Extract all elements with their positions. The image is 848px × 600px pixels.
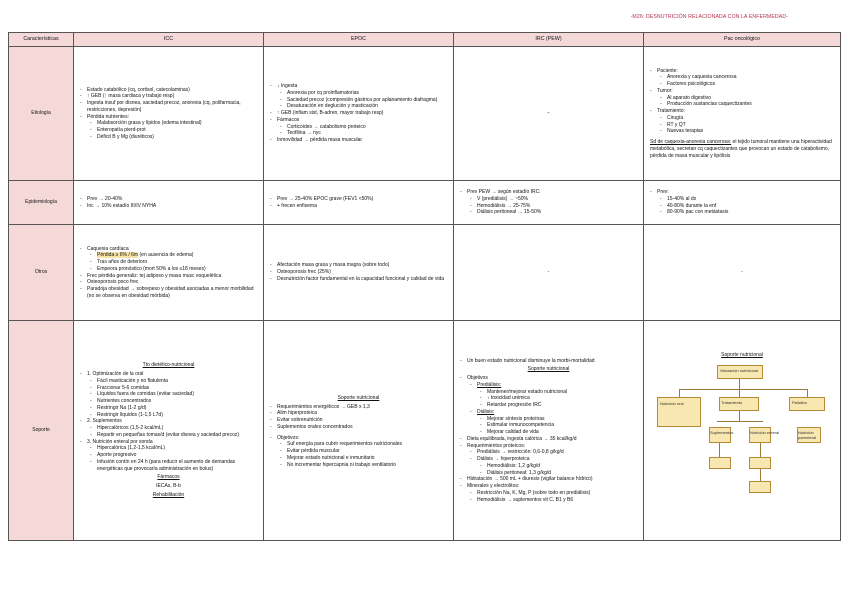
row-etiologia	[9, 47, 841, 181]
column-header: ICC	[74, 33, 264, 47]
list-item: - Prev → 25-40% EPOC grave (FEV1 <50%)	[270, 196, 447, 203]
list-item: - Diálisis peritoneal: 1,3 g/kg/d	[480, 470, 637, 477]
diagram-label: Nutrición oral	[660, 400, 684, 406]
list-item: - Alim hiperproteica	[270, 410, 447, 417]
row-label: Otros	[9, 225, 74, 321]
list-item: - Líquidos fuera de comidas (evitar saciedad)	[90, 391, 257, 398]
list-item: - ↓ Ingesta	[270, 83, 447, 90]
diagram-line	[760, 443, 761, 457]
list-item: - Producción sustancias caquectizantes	[660, 101, 834, 108]
empty-marker: -	[547, 269, 550, 276]
cell-onco-soporte	[644, 321, 841, 541]
list-item: - Requerimientos energéticos → GEB x 1,3	[270, 404, 447, 411]
list-item: - Estimular inmunocompetencia	[480, 422, 637, 429]
list-item: - 1. Optimización de la oral	[80, 371, 257, 378]
cell-epoc-epidemiologia	[264, 181, 454, 225]
column-header: IRC (PEW)	[454, 33, 644, 47]
list-item: - Afectación masa grasa y masa magra (sobre todo)	[270, 262, 447, 269]
list-item: - Fármacos	[270, 117, 447, 124]
diagram-line	[717, 421, 763, 422]
cell-irc-otros	[454, 225, 644, 321]
list-item: - Pérdida nutrientes:	[80, 114, 257, 121]
list-item: - Ingesta insuf por disnea, saciedad precoz, anorexia (cq, polifarmacia, restricciones, depresión)	[80, 100, 257, 114]
section-title: Soporte nutricional	[527, 366, 570, 373]
row-soporte	[9, 321, 841, 541]
list-item: - V (prediálisis) → ~50%	[470, 196, 637, 203]
diagram-label: Valoración nutricional	[720, 367, 758, 373]
diagram-line	[739, 389, 740, 397]
cell-icc-epidemiologia	[74, 181, 264, 225]
list-item: - Nutrientes concentrados	[90, 398, 257, 405]
list-item: - No incrementar hipercapnia ni trabajo ventilatorio	[280, 462, 447, 469]
sindrome-paragraph	[650, 139, 834, 159]
row-label: Soporte	[9, 321, 74, 541]
farmacos-text: IECAs, B-b	[156, 483, 181, 490]
comparison-table	[8, 32, 841, 541]
cell-irc-epidemiologia	[454, 181, 644, 225]
diagram-line	[807, 389, 808, 397]
cell-icc-soporte	[74, 321, 264, 541]
list-item: - Hidratación → 500 mL + diuresis (vigilar balance hídrico)	[460, 476, 637, 483]
diagram-line	[679, 389, 680, 397]
list-item: - Prediálisis → restricción: 0,6-0,8 g/kg/d	[470, 449, 637, 456]
list-item: - Hemodiálisis: 1,2 g/kg/d	[480, 463, 637, 470]
list-item: - ↑ GEB (inflam sist, B-adren, mayor trabajo resp)	[270, 110, 447, 117]
list-item-rest: (en ausencia de edema)	[138, 252, 194, 259]
column-header: EPOC	[264, 33, 454, 47]
list-item: - Dieta equilibrada, ingesta calórica → 35 kcal/kg/d	[460, 436, 637, 443]
list-item: - Osteoporosis frec (25%)	[270, 269, 447, 276]
list-item: - 15-40% al dx	[660, 196, 834, 203]
list-item: - Prev:	[650, 189, 834, 196]
list-item: - Paradoja obesidad → sobrepeso y obesidad asociadas a menor morbilidad (no se observa en obesidad mórbida)	[80, 286, 257, 300]
diagram-box	[749, 481, 771, 493]
section-title: Rehabilitación	[152, 491, 185, 498]
row-label: Etiología	[9, 47, 74, 181]
list-item	[90, 252, 257, 259]
header-row	[9, 33, 841, 47]
list-item: - Déficit B y Mg (diuréticos)	[90, 134, 257, 141]
list-item: - Objetivos:	[270, 435, 447, 442]
list-item: - Hemodiálisis → 25-75%	[470, 203, 637, 210]
diagram-label: Paliativo	[792, 399, 808, 405]
list-item	[470, 382, 637, 389]
list-item: - Enteropatía pierd-prot	[90, 127, 257, 134]
list-item: - Evitar sobrenutrición	[270, 417, 447, 424]
list-item: - Mejorar estado nutricional e inmunitario	[280, 455, 447, 462]
list-item: - Diálisis peritoneal → 15-50%	[470, 209, 637, 216]
list-item: - Restricción Na, K, Mg, P (sobre todo en prediálisis)	[470, 490, 637, 497]
list-item: - Minerales y electrolitos:	[460, 483, 637, 490]
list-item: - Tras años de deterioro	[90, 259, 257, 266]
diagram-line	[739, 379, 740, 389]
list-item: - Prev → 20-40%	[80, 196, 257, 203]
list-item: - Infusión contín en 24 h (para reducir el aumento de demandas energéticas que provocaría administración en bolus)	[90, 459, 257, 473]
list-item: - Hipercalórica (1,2-1,5 kcal/mL)	[90, 445, 257, 452]
list-item: - Suf energía para cubrir requerimientos nutricionales	[280, 441, 447, 448]
diagram-box	[709, 457, 731, 469]
column-header: Pac oncológico	[644, 33, 841, 47]
section-title: Soporte nutricional	[721, 352, 763, 359]
list-item: - Hipercalóricos (1,5-2 kcal/mL)	[90, 425, 257, 432]
list-item: - Tumor:	[650, 88, 834, 95]
list-item: - Anorexia por cq proinflamatorias	[280, 90, 447, 97]
list-item: - Mejorar síntesis proteínas	[480, 416, 637, 423]
list-item: - Mantener/mejorar estado nutricional	[480, 389, 637, 396]
list-item: - Un buen estado nutricional disminuye la morbi-mortalidad	[460, 358, 637, 365]
diagram-line	[719, 443, 720, 457]
cell-epoc-soporte	[264, 321, 454, 541]
document-header: -M26: DESNUTRICIÓN RELACIONADA CON LA ENFERMEDAD-	[630, 14, 788, 20]
list-item: - Hemodiálisis → suplementos vit C, B1 y B6	[470, 497, 637, 504]
sindrome-title: Sd de caquexia-anorexia cancerosa:	[650, 139, 732, 146]
diagram-label: Nutrición enteral	[750, 429, 780, 435]
list-item: - ↓ toxicidad urémica	[480, 395, 637, 402]
highlight-text: Pérdida ≥ 6% / 6m	[97, 252, 139, 259]
list-item: - Objetivos	[460, 375, 637, 382]
diagram-line	[760, 469, 761, 481]
list-item: - Retardar progresión IRC	[480, 402, 637, 409]
row-otros	[9, 225, 841, 321]
list-item: - Osteoporosis poco frec	[80, 279, 257, 286]
list-item: - Saciedad precoz (compresión gástrica por aplanamiento diafragma)	[280, 97, 447, 104]
section-title: Tto dietético-nutricional	[142, 362, 195, 369]
list-item: - 80-90% pac con metástasis	[660, 209, 834, 216]
diagram-line	[739, 411, 740, 421]
diagram-box	[749, 457, 771, 469]
cell-onco-etiologia	[644, 47, 841, 181]
list-item: - Estado catabólico (cq, cortisol, catecolaminas)	[80, 87, 257, 94]
diagram-label: Suplementos	[710, 429, 734, 435]
diagram-label: Tratamiento	[721, 399, 743, 405]
list-item: - Anorexia y caquexia cancerosa	[660, 74, 834, 81]
cell-epoc-otros	[264, 225, 454, 321]
list-item: - Inc → 10% estadío III/IV NYHA	[80, 203, 257, 210]
list-item: - Cirugía	[660, 115, 834, 122]
section-title: Fármacos	[157, 474, 180, 481]
list-item: - Diálisis → hiperproteica	[470, 456, 637, 463]
column-header: Características	[9, 33, 74, 47]
section-title: Soporte nutricional	[337, 394, 380, 401]
list-item: - + frecen enfisema	[270, 203, 447, 210]
cell-onco-otros	[644, 225, 841, 321]
cell-icc-otros	[74, 225, 264, 321]
row-label: Epidemiología	[9, 181, 74, 225]
cell-irc-etiologia	[454, 47, 644, 181]
list-item: - Restringir Na (1-2 g/d)	[90, 405, 257, 412]
list-item: - Corticoides → catabolismo proteico	[280, 124, 447, 131]
list-item: - Desaturación en deglución y masticación	[280, 103, 447, 110]
list-item: - 40-80% durante la enf	[660, 203, 834, 210]
list-item: - Paciente:	[650, 68, 834, 75]
list-item: - Restringir líquidos (1-1,5 L7d)	[90, 412, 257, 419]
list-item: - Requerimientos proteicos:	[460, 443, 637, 450]
list-item	[470, 409, 637, 416]
row-epidemiologia	[9, 181, 841, 225]
subheading: Prediálisis:	[477, 381, 502, 388]
list-item: - Fácil masticación y no flatulenta	[90, 378, 257, 385]
nutrition-flow-diagram	[657, 361, 827, 511]
list-item: - ↑ GEB (↑ masa cardiaca y trabajo resp)	[80, 93, 257, 100]
diagram-line	[679, 389, 807, 390]
list-item: - Inmovilidad → pérdida masa muscular	[270, 137, 447, 144]
empty-marker: -	[741, 269, 743, 276]
cell-onco-epidemiologia	[644, 181, 841, 225]
list-item: - Suplementos orales concentrados	[270, 424, 447, 431]
list-item: - Al aparato digestivo	[660, 95, 834, 102]
cell-irc-soporte	[454, 321, 644, 541]
list-item: - 2. Suplementos	[80, 418, 257, 425]
list-item: - Empeora pronóstico (mort 50% a los ≤18 meses)	[90, 266, 257, 273]
cell-epoc-etiologia	[264, 47, 454, 181]
list-item: - Malabsorción grasa y lípidos (edema intestinal)	[90, 120, 257, 127]
sindrome-text: el tejido tumoral mantiene una hiperactividad metabólica, secretan cq caquectizantes que provocan un estado de catabolismo, pérdida de masa muscular y lipólisis	[650, 139, 832, 159]
list-item: - Prev PEW → según estadío IRC:	[460, 189, 637, 196]
list-item: - Desnutrición factor fundamental en la capacidad funcional y calidad de vida	[270, 276, 447, 283]
list-item: - Fraccionar 5-6 comidas	[90, 385, 257, 392]
list-item: - Nuevas terapias	[660, 128, 834, 135]
diagram-label: Nutrición parenteral	[798, 429, 817, 441]
list-item: - Tratamiento:	[650, 108, 834, 115]
list-item: - Mejorar calidad de vida	[480, 429, 637, 436]
list-item: - Aporte progresivo	[90, 452, 257, 459]
list-item: - Teofilina → nyc	[280, 130, 447, 137]
empty-marker: -	[547, 108, 550, 118]
list-item: - Caquexia cardíaca	[80, 246, 257, 253]
list-item: - Factores psicológicos	[660, 81, 834, 88]
cell-icc-etiologia	[74, 47, 264, 181]
list-item: - 3. Nutrición enteral por sonda	[80, 439, 257, 446]
list-item: - Evitar pérdida muscular	[280, 448, 447, 455]
subheading: Diálisis:	[477, 408, 495, 415]
list-item: - Repartir en pequeñas tomas/d (evitar disnea y saciedad precoz)	[90, 432, 257, 439]
list-item: - RT y QT	[660, 122, 834, 129]
list-item: - Frec pérdida generaliz: tej adiposo y masa musc esquelética	[80, 273, 257, 280]
